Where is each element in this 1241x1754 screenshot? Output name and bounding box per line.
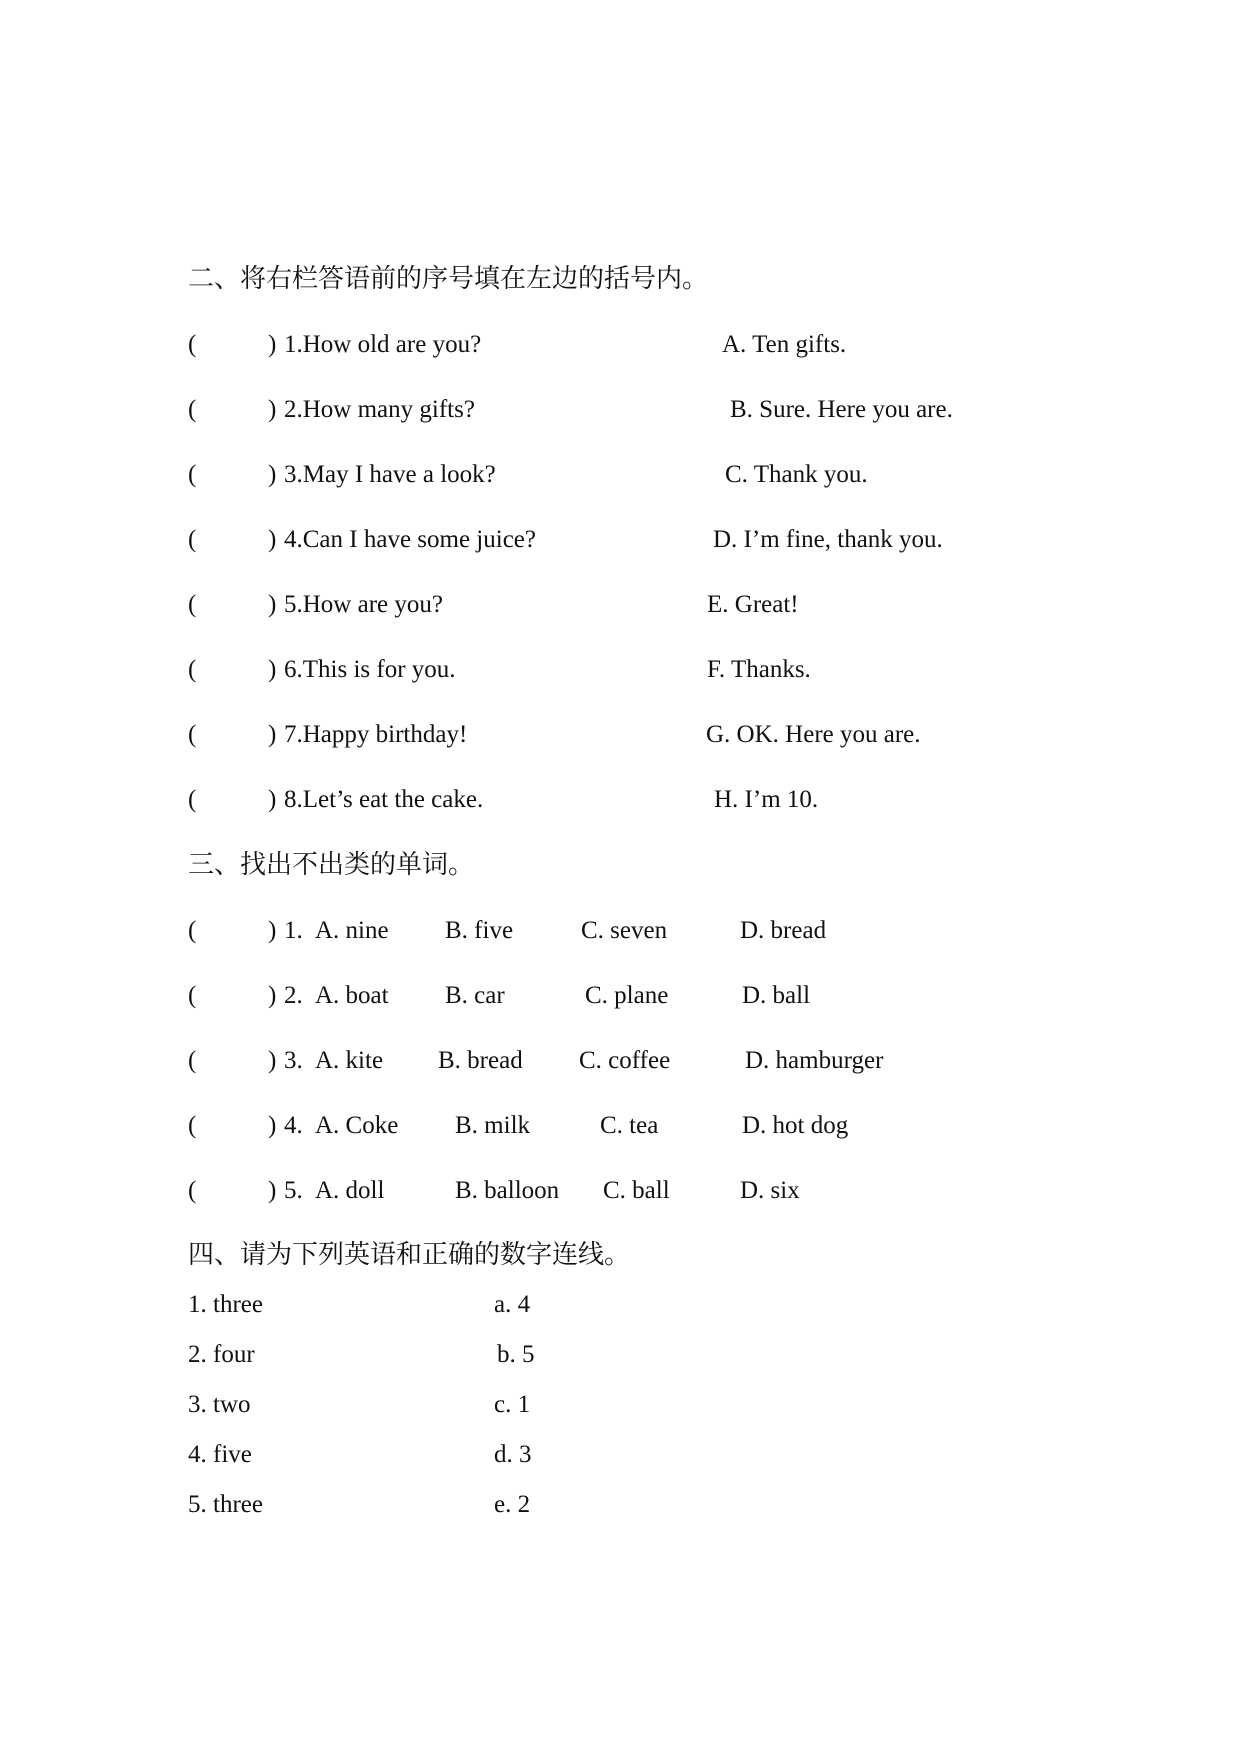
answer-option: C. Thank you. (725, 461, 868, 488)
section-4-heading: 四、请为下列英语和正确的数字连线。 (188, 1240, 631, 1270)
question-text: 2.How many gifts? (284, 396, 475, 423)
answer-bracket-close: ) (268, 721, 277, 748)
option-b: B. bread (438, 1047, 523, 1074)
answer-bracket-open: ( (188, 721, 197, 748)
question-text: 5.How are you? (284, 591, 443, 618)
answer-bracket-close: ) (268, 396, 277, 423)
option-c: C. tea (600, 1112, 659, 1139)
answer-option: F. Thanks. (707, 656, 811, 683)
question-text: 7.Happy birthday! (284, 721, 468, 748)
option-c: C. seven (581, 917, 668, 944)
option-a: A. Coke (315, 1112, 399, 1139)
answer-bracket-close: ) (268, 331, 277, 358)
answer-bracket-open: ( (188, 1112, 197, 1139)
answer-bracket-close: ) (268, 526, 277, 553)
answer-option: D. I’m fine, thank you. (713, 526, 943, 553)
answer-bracket-close: ) (268, 461, 277, 488)
item-number: 2. (284, 982, 303, 1009)
answer-bracket-open: ( (188, 526, 197, 553)
option-d: D. hamburger (745, 1047, 884, 1074)
answer-bracket-open: ( (188, 1047, 197, 1074)
option-c: C. plane (585, 982, 669, 1009)
answer-bracket-close: ) (268, 786, 277, 813)
answer-bracket-open: ( (188, 917, 197, 944)
option-a: A. kite (315, 1047, 384, 1074)
question-text: 3.May I have a look? (284, 461, 496, 488)
item-number: 5. (284, 1177, 303, 1204)
english-word: 3. two (188, 1391, 251, 1418)
answer-bracket-close: ) (268, 982, 277, 1009)
answer-bracket-open: ( (188, 786, 197, 813)
answer-bracket-open: ( (188, 1177, 197, 1204)
option-b: B. five (445, 917, 514, 944)
answer-bracket-open: ( (188, 982, 197, 1009)
option-a: A. doll (315, 1177, 385, 1204)
number-option: c. 1 (494, 1391, 531, 1418)
option-d: D. hot dog (742, 1112, 849, 1139)
question-text: 1.How old are you? (284, 331, 482, 358)
option-a: A. nine (315, 917, 389, 944)
option-b: B. milk (455, 1112, 531, 1139)
question-text: 6.This is for you. (284, 656, 456, 683)
answer-bracket-close: ) (268, 656, 277, 683)
answer-bracket-close: ) (268, 591, 277, 618)
option-b: B. car (445, 982, 505, 1009)
number-option: d. 3 (494, 1441, 532, 1468)
english-word: 4. five (188, 1441, 252, 1468)
item-number: 4. (284, 1112, 303, 1139)
answer-option: E. Great! (707, 591, 799, 618)
answer-bracket-close: ) (268, 1047, 277, 1074)
english-word: 1. three (188, 1291, 263, 1318)
answer-option: G. OK. Here you are. (706, 721, 921, 748)
question-text: 4.Can I have some juice? (284, 526, 536, 553)
option-a: A. boat (315, 982, 389, 1009)
question-text: 8.Let’s eat the cake. (284, 786, 484, 813)
answer-bracket-open: ( (188, 331, 197, 358)
option-c: C. coffee (579, 1047, 671, 1074)
option-c: C. ball (603, 1177, 670, 1204)
item-number: 3. (284, 1047, 303, 1074)
option-d: D. ball (742, 982, 811, 1009)
number-option: a. 4 (494, 1291, 531, 1318)
answer-bracket-open: ( (188, 591, 197, 618)
option-d: D. bread (740, 917, 827, 944)
item-number: 1. (284, 917, 303, 944)
answer-option: H. I’m 10. (714, 786, 819, 813)
number-option: b. 5 (497, 1341, 535, 1368)
answer-bracket-close: ) (268, 1177, 277, 1204)
answer-bracket-close: ) (268, 917, 277, 944)
answer-option: A. Ten gifts. (722, 331, 847, 358)
english-word: 5. three (188, 1491, 263, 1518)
english-word: 2. four (188, 1341, 255, 1368)
number-option: e. 2 (494, 1491, 531, 1518)
section-3-heading: 三、找出不出类的单词。 (188, 850, 475, 880)
answer-option: B. Sure. Here you are. (730, 396, 953, 423)
answer-bracket-open: ( (188, 396, 197, 423)
section-2-heading: 二、将右栏答语前的序号填在左边的括号内。 (188, 264, 709, 294)
answer-bracket-open: ( (188, 656, 197, 683)
option-d: D. six (740, 1177, 800, 1204)
answer-bracket-open: ( (188, 461, 197, 488)
option-b: B. balloon (455, 1177, 560, 1204)
answer-bracket-close: ) (268, 1112, 277, 1139)
